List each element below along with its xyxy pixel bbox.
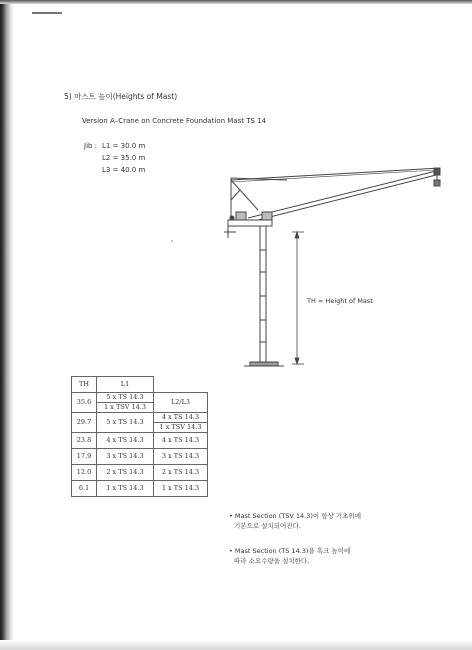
note-2-line-2: 따라 소요수량을 설치한다. <box>234 557 310 565</box>
cell-th: 23.8 <box>72 433 97 449</box>
section-title: 5) 마스트 높이(Heights of Mast) <box>64 92 178 101</box>
jib-length-l2: L2 = 35.0 m <box>102 154 146 162</box>
header-l23: L2/L3 <box>154 393 208 413</box>
table-row <box>72 449 208 465</box>
note-1-line-2: 기본으로 설치되어진다. <box>234 522 301 530</box>
cell-l1: 4 x TS 14.3 <box>97 433 154 449</box>
cell-th: 6.1 <box>72 481 97 497</box>
cell-l1: 5 x TS 14.3 <box>97 393 154 403</box>
cell-l23: 3 x TS 14.3 <box>154 449 208 465</box>
cell-th: 12.0 <box>72 465 97 481</box>
cell-l1: 3 x TS 14.3 <box>97 449 154 465</box>
hook-block <box>434 168 440 186</box>
header-th: TH <box>72 377 97 393</box>
note-bullet: • <box>229 512 233 520</box>
concrete-foundation <box>244 362 284 366</box>
cell-l1: 1 x TSV 14.3 <box>97 403 154 413</box>
jib-length-l1: L1 = 30.0 m <box>102 142 146 150</box>
height-dimension <box>292 232 304 364</box>
jib-label: Jib : <box>84 142 98 150</box>
mast-tower <box>260 226 266 362</box>
jib-length-l3: L3 = 40.0 m <box>102 166 146 174</box>
note-1-line-1: • Mast Section (TSV 14.3)이 항상 기초위에 <box>229 512 361 520</box>
cell-l23: 2 x TS 14.3 <box>154 465 208 481</box>
slewing-platform <box>224 212 272 238</box>
cell-l23: 1 x TS 14.3 <box>154 481 208 497</box>
mast-heights-table <box>71 376 208 497</box>
cell-l23: 4 x TS 14.3 <box>154 433 208 449</box>
table-row <box>72 393 208 403</box>
cell-th: 29.7 <box>72 413 97 433</box>
table-row <box>72 481 208 497</box>
table-row <box>72 465 208 481</box>
cell-l1: 1 x TS 14.3 <box>97 481 154 497</box>
cell-th: 17.9 <box>72 449 97 465</box>
mast-height-label: TH = Height of Mast <box>307 297 373 305</box>
cell-l1: 5 x TS 14.3 <box>97 413 154 433</box>
note-2-line-1: • Mast Section (TS 14.3)을 훅크 높이에 <box>229 547 351 555</box>
header-l1: L1 <box>97 377 154 393</box>
cell-l23: 4 x TS 14.3 <box>154 413 208 423</box>
note-bullet: • <box>229 547 233 555</box>
table-header-row <box>72 377 208 393</box>
version-line: Version A–Crane on Concrete Foundation Mast TS 14 <box>82 117 267 125</box>
cell-l1: 2 x TS 14.3 <box>97 465 154 481</box>
table-row <box>72 433 208 449</box>
table-row <box>72 413 208 423</box>
cell-l23: 1 x TSV 14.3 <box>154 423 208 433</box>
cell-th: 35.6 <box>72 393 97 413</box>
